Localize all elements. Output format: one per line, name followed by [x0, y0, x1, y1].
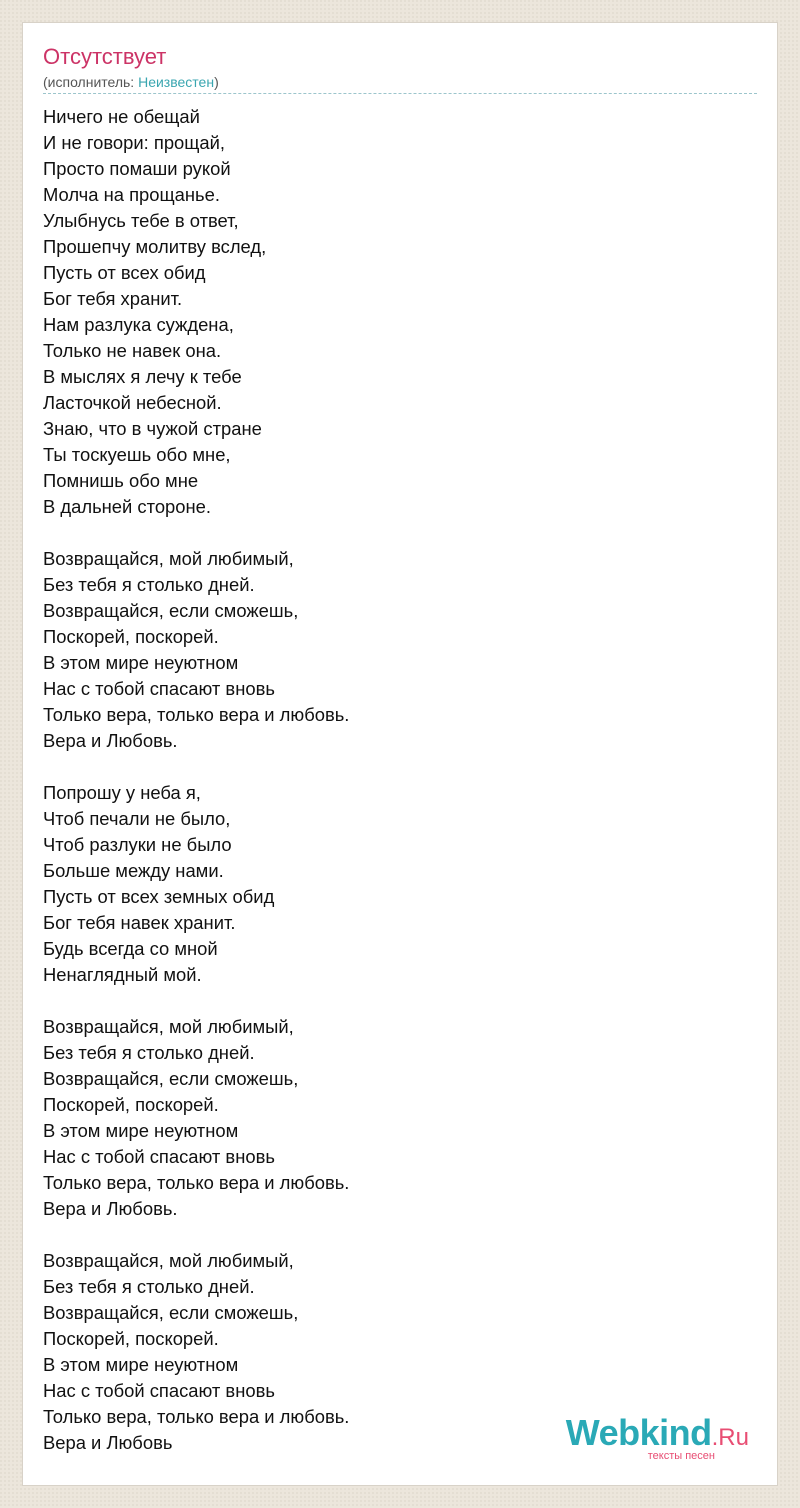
performer-line — [43, 73, 219, 91]
logo-brand-tld: .Ru — [711, 1424, 749, 1451]
title-divider — [43, 93, 757, 94]
lyrics-text: Ничего не обещай И не говори: прощай, Просто помаши рукой Молча на прощанье. Улыбнусь тебе в ответ, Прошепчу молитву вслед, Пусть от всех обид Бог тебя хранит. Нам разлука суждена, Только не навек она. В мыслях я лечу к тебе Ласточкой небесной. Знаю, что в чужой стране Ты тоскуешь обо мне, Помнишь обо мне В дальней стороне. Возвращайся, мой любимый, Без тебя я столько дней. Возвращайся, если сможешь, Поскорей, поскорей. В этом мире неуютном Нас с тобой спасают вновь Только вера, только вера и любовь. Вера и Любовь. Попрошу у неба я, Чтоб печали не было, Чтоб разлуки не было Больше между нами. Пусть от всех земных обид Бог тебя навек хранит. Будь всегда со мной Ненаглядный мой. Возвращайся, мой любимый, Без тебя я столько дней. Возвращайся, если сможешь, Поскорей, поскорей. В этом мире неуютном Нас с тобой спасают вновь Только вера, только вера и любовь. Вера и Любовь. Возвращайся, мой любимый, Без тебя я столько дней. Возвращайся, если сможешь, Поскорей, поскорей. В этом мире неуютном Нас с тобой спасают вновь Только вера, только вера и любовь. Вера и Любовь — [43, 106, 350, 1453]
song-title: Отсутствует — [43, 44, 167, 69]
performer-prefix: (исполнитель: — [43, 74, 139, 90]
site-logo[interactable] — [549, 1413, 749, 1463]
performer-suffix: ) — [214, 74, 219, 90]
logo-brand-main: Webkind — [565, 1412, 712, 1453]
lyrics-card — [22, 22, 778, 1486]
logo-tagline: тексты песен — [647, 1450, 715, 1462]
artist-link[interactable]: Неизвестен — [138, 74, 215, 90]
